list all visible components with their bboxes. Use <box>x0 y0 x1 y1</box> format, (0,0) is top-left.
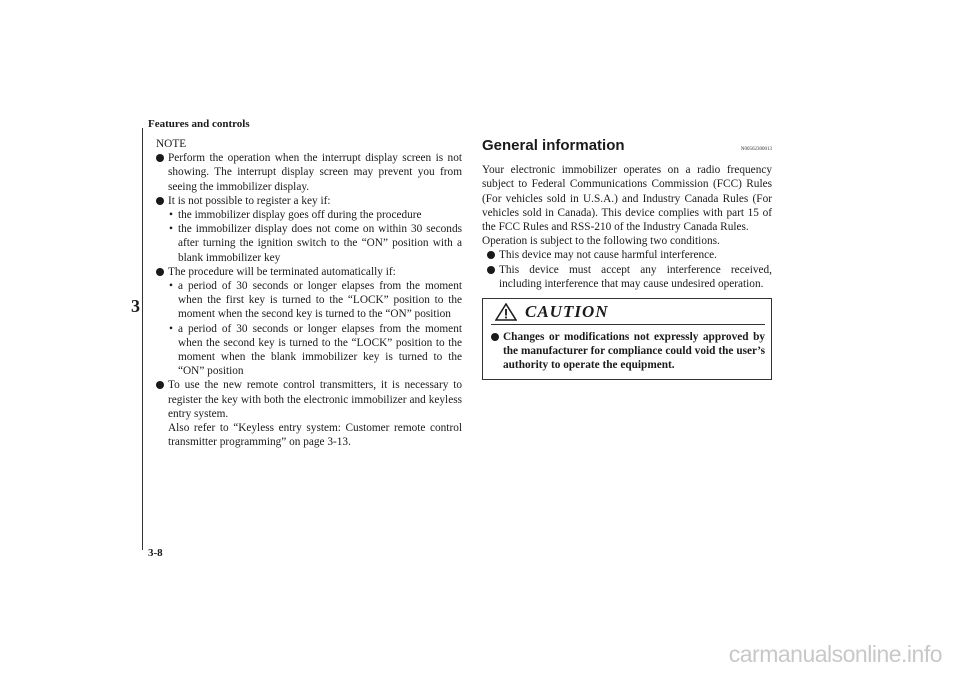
bullet-icon <box>487 266 495 274</box>
bullet-text: It is not possible to register a key if: <box>168 194 331 207</box>
condition-bullet <box>487 263 772 291</box>
caution-header <box>491 303 765 325</box>
caution-box <box>482 298 772 380</box>
watermark: carmanualsonline.info <box>728 641 942 667</box>
sub-item-text: the immobilizer display does not come on within 30 seconds after turning the ignition switch to the “ON” position with a blank immobilizer key <box>178 223 462 264</box>
caution-text: Changes or modifications not expressly approved by the manufacturer for compliance could void the user’s authority to operate the equipment. <box>503 331 765 372</box>
bullet-icon <box>156 268 164 276</box>
note-bullet <box>156 151 462 194</box>
sub-item <box>168 208 462 222</box>
sub-bullet-icon: • <box>169 322 173 335</box>
fcc-paragraph: Your electronic immobilizer operates on a radio frequency subject to Federal Communications Commission (FCC) Rules (For vehicles sold in U.S.A.) and Industry Canada Rules (For vehicles sold in Canada). This device complies with part 15 of the FCC Rules and RSS-210 of the Industry Canada Rules. <box>482 164 772 234</box>
note-column <box>156 137 462 449</box>
sub-item <box>168 279 462 322</box>
note-bullet <box>156 194 462 265</box>
bullet-icon <box>156 197 164 205</box>
bullet-icon <box>156 381 164 389</box>
bullet-text: Perform the operation when the interrupt display screen is not showing. The interrupt display screen may prevent you from seeing the immobilizer display. <box>168 152 462 193</box>
bullet-text: To use the new remote control transmitters, it is necessary to register the key with both the electronic immobilizer and keyless entry system. <box>168 379 462 420</box>
cross-reference-text: Also refer to “Keyless entry system: Customer remote control transmitter programming” on page 3-13. <box>168 422 462 449</box>
general-info-column <box>482 137 772 380</box>
chapter-tab <box>128 128 143 550</box>
bullet-text: The procedure will be terminated automatically if: <box>168 265 396 278</box>
sub-bullet-icon: • <box>169 223 173 236</box>
caution-bullet <box>491 330 765 373</box>
caution-heading: CAUTION <box>525 301 609 321</box>
condition-text: This device must accept any interference received, including interference that may cause undesired operation. <box>499 263 772 290</box>
sub-item-text: a period of 30 seconds or longer elapses from the moment when the first key is turned to the “LOCK” position to the moment when the second key is turned to the “ON” position <box>178 280 462 321</box>
section-title: General information <box>482 137 625 154</box>
note-label: NOTE <box>156 138 187 150</box>
sub-item <box>168 222 462 265</box>
conditions-intro: Operation is subject to the following two conditions. <box>482 235 720 248</box>
section-code: N00562300013 <box>740 147 772 152</box>
bullet-icon <box>156 154 164 162</box>
note-bullet <box>156 378 462 449</box>
note-bullet <box>156 265 462 379</box>
sub-bullet-icon: • <box>169 209 173 222</box>
chapter-number: 3 <box>131 296 140 316</box>
sub-item-text: the immobilizer display goes off during the procedure <box>178 209 422 222</box>
condition-text: This device may not cause harmful interference. <box>499 249 717 262</box>
sub-bullet-icon: • <box>169 280 173 293</box>
sub-item-text: a period of 30 seconds or longer elapses from the moment when the second key is turned to the “LOCK” position to the moment when the blank immobilizer key is turned to the “ON” position <box>178 322 462 378</box>
bullet-icon <box>491 333 499 341</box>
bullet-icon <box>487 251 495 259</box>
section-heading <box>482 139 772 157</box>
sub-item <box>168 322 462 379</box>
page-number: 3-8 <box>148 547 163 559</box>
warning-triangle-icon <box>495 303 517 321</box>
condition-bullet <box>487 248 772 262</box>
section-header: Features and controls <box>148 118 250 130</box>
